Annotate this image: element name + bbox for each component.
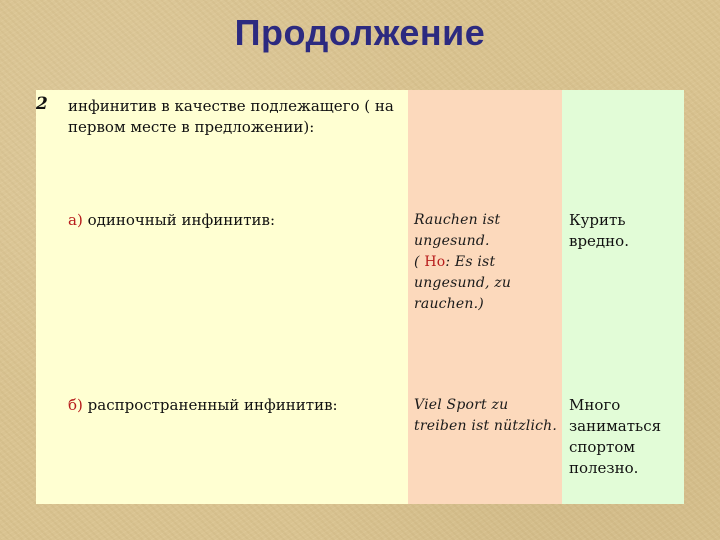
row-a-prefix: а) — [68, 211, 83, 229]
row-b-german-example: Viel Sport zu treiben ist nützlich. — [414, 397, 558, 434]
section-number: 2 — [36, 94, 48, 114]
row-b-label — [68, 395, 398, 416]
row-a-german-open: ( — [414, 254, 425, 270]
row-b-russian-translation: Много заниматься спортом полезно. — [569, 396, 662, 477]
page-title: Продолжение — [234, 12, 486, 53]
row-a-note-word: Но — [424, 254, 446, 270]
column-description — [36, 90, 408, 504]
row-a-german-sentence: Rauchen ist ungesund. — [414, 212, 501, 249]
row-a-label — [68, 210, 398, 231]
row-a-text: одиночный инфинитив: — [82, 211, 275, 229]
row-a-russian-translation: Курить вредно. — [569, 211, 629, 250]
row-b-text: распространенный инфинитив: — [82, 396, 338, 414]
row-a-german-alt: : Es ist ungesund, zu rauchen.) — [414, 254, 512, 312]
row-a-german-example — [414, 210, 554, 315]
row-b-prefix: б) — [68, 396, 83, 414]
section-heading: инфинитив в качестве подлежащего ( на первом месте в предложении): — [68, 97, 394, 136]
